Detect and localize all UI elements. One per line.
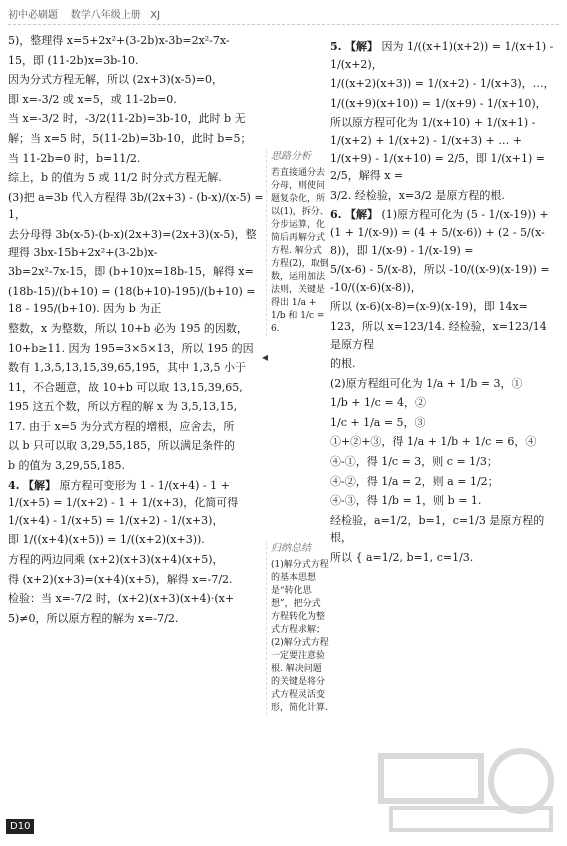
q6-line: ④-②，得 1/a = 2，则 a = 1/2； [330, 474, 499, 488]
q4-number: 4. [8, 478, 20, 492]
q6-tag: 【解】 [344, 208, 378, 222]
q5-line: 1/((x+9)(x+10)) = 1/(x+9) - 1/(x+10)， [330, 96, 547, 110]
q5-line: 所以原方程可化为 1/(x+10) + 1/(x+1) - 1/(x+2) + 1/(x+2) - 1/(x+3) + … + 1/(x+9) - 1/(x+10) = 2/5，即 1/(x+1) = 2/5，解得 x = [330, 116, 545, 183]
left-line: 解；当 x=5 时，5(11-2b)=3b-10，此时 b=5； [8, 131, 252, 145]
q4-line: 方程的两边同乘 (x+2)(x+3)(x+4)(x+5)， [8, 553, 224, 567]
q6-line: (2)原方程组可化为 1/a + 1/b = 3，① [330, 376, 523, 390]
q6-line: 所以 { a=1/2, b=1, c=1/3. [330, 551, 474, 565]
left-column [8, 32, 269, 629]
left-line: 17. 由于 x=5 为分式方程的增根，应舍去，所 [8, 419, 235, 433]
page-header [8, 6, 559, 25]
left-line: 整数，x 为整数，所以 10+b 必为 195 的因数， [8, 321, 248, 335]
page-number: D10 [6, 819, 34, 834]
q6-line: ①+②+③，得 1/a + 1/b + 1/c = 6，④ [330, 435, 537, 449]
q4-line: 5)≠0，所以原方程的解为 x=-7/2. [8, 611, 179, 625]
left-line: 即 x=-3/2 或 x=5，或 11-2b=0. [8, 92, 177, 106]
left-line: 数有 1,3,5,13,15,39,65,195，其中 1,3,5 小于 [8, 361, 246, 375]
summary-text: (1)解分式方程的基本思想是“转化思想”，把分式方程转化为整式方程求解；(2)解分式方程一定要注意验根. 解决问题的关键是将分式方程灵活变形，简化计算. [271, 559, 329, 714]
q4-tag: 【解】 [22, 478, 56, 492]
q5-heading [330, 38, 560, 73]
left-line: 综上，b 的值为 5 或 11/2 时分式方程无解. [8, 171, 222, 185]
analysis-sidebar [266, 150, 329, 336]
summary-title: 归纳总结 [271, 543, 311, 554]
q5-line: 3/2. 经检验，x=3/2 是原方程的根. [330, 188, 505, 202]
watermark-logo [371, 746, 561, 836]
q6-line: 经检验，a=1/2，b=1，c=1/3 是原方程的根， [330, 513, 545, 545]
q6-line: (1)原方程可化为 (5 - 1/(x-19)) + (1 + 1/(x-9)) = (4 + 5/(x-6)) + (2 - 5/(x-8))，即 1/(x-9) - 1/(x-19) = [330, 208, 549, 257]
q5-line: 1/((x+2)(x+3)) = 1/(x+2) - 1/(x+3)，…， [330, 77, 555, 91]
left-line: 去分母得 3b(x-5)-(b-x)(2x+3)=(2x+3)(x-5)，整理得 3bx-15b+2x²+(3-2b)x- [8, 227, 257, 259]
q6-line: 所以 (x-6)(x-8)=(x-9)(x-19)，即 14x= [330, 300, 528, 314]
q4-line: 得 (x+2)(x+3)=(x+4)(x+5)，解得 x=-7/2. [8, 572, 233, 586]
left-line: 11，不合题意，故 10+b 可以取 13,15,39,65, [8, 380, 243, 394]
analysis-text: 若直接通分去分母，则使问题复杂化，所以(1)，拆分、分步运算，化简后再解分式方程. 解分式方程(2)，取倒数，运用加法法则，关键是得出 1/a + 1/b 和 1/c = 6. [271, 167, 329, 335]
q6-heading [330, 206, 560, 259]
left-line: 5)，整理得 x=5+2x²+(3-2b)x-3b=2x²-7x- [8, 34, 230, 47]
left-line: 10+b≥11. 因为 195=3×5×13，所以 195 的因 [8, 341, 254, 355]
q5-tag: 【解】 [344, 40, 378, 53]
q6-number: 6. [330, 208, 342, 222]
q4-line: 即 1/((x+4)(x+5)) = 1/((x+2)(x+3)). [8, 533, 205, 547]
q4-heading [8, 477, 266, 530]
analysis-title: 思路分析 [271, 151, 311, 162]
left-line: 当 11-2b=0 时，b=11/2. [8, 151, 141, 165]
q5-number: 5. [330, 40, 342, 53]
q6-line: 的根. [330, 357, 356, 371]
left-line: b 的值为 3,29,55,185. [8, 459, 126, 473]
q6-line: 1/b + 1/c = 4，② [330, 396, 427, 410]
left-line: (18b-15)/(b+10) = (18(b+10)-195)/(b+10) = 18 - 195/(b+10). 因为 b 为正 [8, 284, 256, 316]
left-line: 195 这五个数，所以方程的解 x 为 3,5,13,15, [8, 400, 238, 414]
left-line: 因为分式方程无解，所以 (2x+3)(x-5)=0， [8, 73, 224, 87]
left-line: 15，即 (11-2b)x=3b-10. [8, 53, 139, 67]
q6-line: ④-①，得 1/c = 3，则 c = 1/3； [330, 455, 498, 469]
q4-line: 检验：当 x=-7/2 时，(x+2)(x+3)(x+4)·(x+ [8, 592, 235, 606]
edition-label: XJ [150, 10, 161, 21]
summary-sidebar [266, 542, 329, 715]
q6-line: ④-③，得 1/b = 1，则 b = 1. [330, 494, 482, 508]
q6-line: 1/c + 1/a = 5，③ [330, 415, 426, 429]
q6-line: 5/(x-6) - 5/(x-8)，所以 -10/((x-9)(x-19)) = -10/((x-6)(x-8))， [330, 263, 550, 294]
left-line: 当 x=-3/2 时，-3/2(11-2b)=3b-10，此时 b 无 [8, 112, 246, 126]
subject-label: 数学八年级上册 [70, 10, 141, 21]
q6-line: 123，所以 x=123/14. 经检验，x=123/14 是原方程 [330, 319, 547, 351]
q5-line: 因为 1/((x+1)(x+2)) = 1/(x+1) - 1/(x+2)， [330, 40, 554, 71]
left-line: (3)把 a=3b 代入方程得 3b/(2x+3) - (b-x)/(x-5) = 1， [8, 190, 264, 222]
series-label: 初中必刷题 [8, 10, 58, 21]
left-line: 3b=2x²-7x-15，即 (b+10)x=18b-15，解得 x= [8, 265, 254, 279]
q4-line: 原方程可变形为 1 - 1/(x+4) - 1 + 1/(x+5) = 1/(x+2) - 1 + 1/(x+3)，化简可得 1/(x+4) - 1/(x+5) = 1/(x+2) - 1/(x+3)， [8, 478, 239, 527]
left-line: 以 b 只可以取 3,29,55,185，所以满足条件的 [8, 439, 236, 453]
right-column [330, 38, 560, 569]
pointer-arrow-icon: ◂ [262, 350, 269, 364]
